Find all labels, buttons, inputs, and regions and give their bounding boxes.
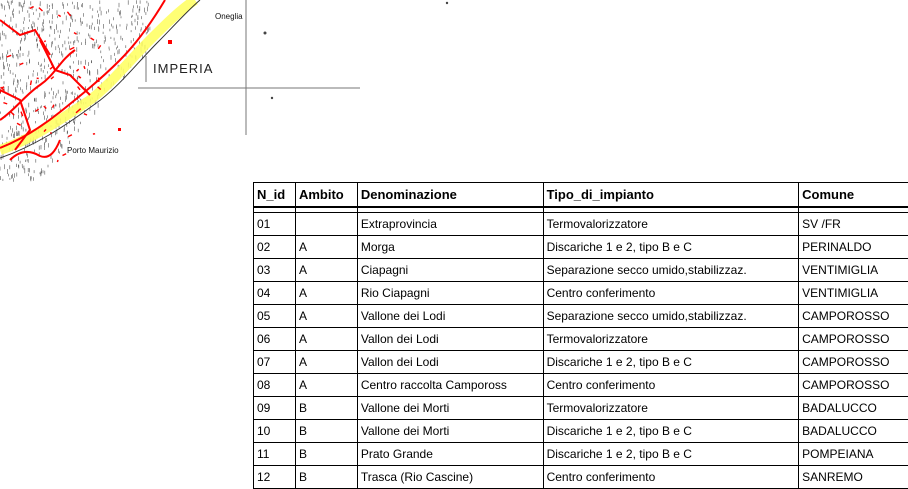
town-marker [168, 40, 172, 44]
col-header-ambito: Ambito [295, 183, 357, 208]
cell-denominazione: Vallon dei Lodi [357, 351, 543, 374]
cell-tipo-impianto: Centro conferimento [543, 282, 799, 305]
cell-denominazione: Vallone dei Morti [357, 397, 543, 420]
cell-ambito: B [295, 443, 357, 466]
cell-tipo-impianto: Discariche 1 e 2, tipo B e C [543, 351, 799, 374]
cell-n-id: 09 [254, 397, 296, 420]
cell-denominazione: Rio Ciapagni [357, 282, 543, 305]
cell-denominazione: Trasca (Rio Cascine) [357, 466, 543, 489]
table-row [254, 374, 908, 397]
table-row [254, 328, 908, 351]
cell-comune: CAMPOROSSO [799, 328, 908, 351]
table-row [254, 236, 908, 259]
road-network [0, 0, 165, 162]
cell-n-id: 07 [254, 351, 296, 374]
cell-ambito: A [295, 236, 357, 259]
cell-denominazione: Prato Grande [357, 443, 543, 466]
cell-tipo-impianto: Termovalorizzatore [543, 213, 799, 236]
cell-tipo-impianto: Centro conferimento [543, 466, 799, 489]
table-row [254, 259, 908, 282]
cell-denominazione: Centro raccolta Campoross [357, 374, 543, 397]
cell-comune: CAMPOROSSO [799, 374, 908, 397]
cell-denominazione: Morga [357, 236, 543, 259]
cell-comune: PERINALDO [799, 236, 908, 259]
cell-comune: VENTIMIGLIA [799, 259, 908, 282]
cell-ambito: A [295, 305, 357, 328]
cell-n-id: 03 [254, 259, 296, 282]
cell-tipo-impianto: Centro conferimento [543, 374, 799, 397]
cell-comune: VENTIMIGLIA [799, 282, 908, 305]
cell-denominazione: Extraprovincia [357, 213, 543, 236]
cell-n-id: 10 [254, 420, 296, 443]
cell-tipo-impianto: Discariche 1 e 2, tipo B e C [543, 443, 799, 466]
dot-marker [271, 97, 273, 99]
col-header-denominazione: Denominazione [357, 183, 543, 208]
cell-tipo-impianto: Separazione secco umido,stabilizzaz. [543, 305, 799, 328]
map-label-porto-maurizio: Porto Maurizio [67, 146, 119, 155]
cell-n-id: 04 [254, 282, 296, 305]
table-row [254, 351, 908, 374]
cell-denominazione: Ciapagni [357, 259, 543, 282]
cell-comune: BADALUCCO [799, 397, 908, 420]
cell-ambito: B [295, 420, 357, 443]
cell-n-id: 12 [254, 466, 296, 489]
col-header-n-id: N_id [254, 183, 296, 208]
cell-denominazione: Vallone dei Lodi [357, 305, 543, 328]
table-row [254, 213, 908, 236]
cell-comune: SANREMO [799, 466, 908, 489]
cell-ambito: A [295, 328, 357, 351]
cell-n-id: 01 [254, 213, 296, 236]
cell-tipo-impianto: Separazione secco umido,stabilizzaz. [543, 259, 799, 282]
cell-n-id: 05 [254, 305, 296, 328]
cell-ambito: A [295, 282, 357, 305]
table-row [254, 420, 908, 443]
cell-comune: CAMPOROSSO [799, 305, 908, 328]
map-label-oneglia: Oneglia [215, 12, 243, 21]
cell-denominazione: Vallon dei Lodi [357, 328, 543, 351]
plants-table-container [253, 182, 908, 489]
dot-marker [446, 2, 448, 4]
cell-tipo-impianto: Termovalorizzatore [543, 397, 799, 420]
cell-tipo-impianto: Termovalorizzatore [543, 328, 799, 351]
cell-ambito: B [295, 466, 357, 489]
table-row [254, 466, 908, 489]
cell-tipo-impianto: Discariche 1 e 2, tipo B e C [543, 236, 799, 259]
table-header-row [254, 183, 908, 208]
dot-marker [264, 32, 267, 35]
table-row [254, 443, 908, 466]
town-marker [118, 128, 121, 131]
cell-denominazione: Vallone dei Morti [357, 420, 543, 443]
col-header-tipo-impianto: Tipo_di_impianto [543, 183, 799, 208]
table-row [254, 282, 908, 305]
table-body [254, 207, 908, 489]
cell-ambito: A [295, 374, 357, 397]
col-header-comune: Comune [799, 183, 908, 208]
cell-tipo-impianto: Discariche 1 e 2, tipo B e C [543, 420, 799, 443]
cell-ambito: A [295, 259, 357, 282]
cell-n-id: 08 [254, 374, 296, 397]
cell-n-id: 02 [254, 236, 296, 259]
cell-n-id: 11 [254, 443, 296, 466]
plants-table [253, 182, 908, 489]
cell-n-id: 06 [254, 328, 296, 351]
cell-comune: POMPEIANA [799, 443, 908, 466]
cell-ambito [295, 213, 357, 236]
table-row [254, 305, 908, 328]
map-label-imperia: IMPERIA [153, 61, 213, 76]
cell-comune: BADALUCCO [799, 420, 908, 443]
cell-comune: SV /FR [799, 213, 908, 236]
table-row [254, 397, 908, 420]
cell-ambito: A [295, 351, 357, 374]
cell-ambito: B [295, 397, 357, 420]
cell-comune: CAMPOROSSO [799, 351, 908, 374]
